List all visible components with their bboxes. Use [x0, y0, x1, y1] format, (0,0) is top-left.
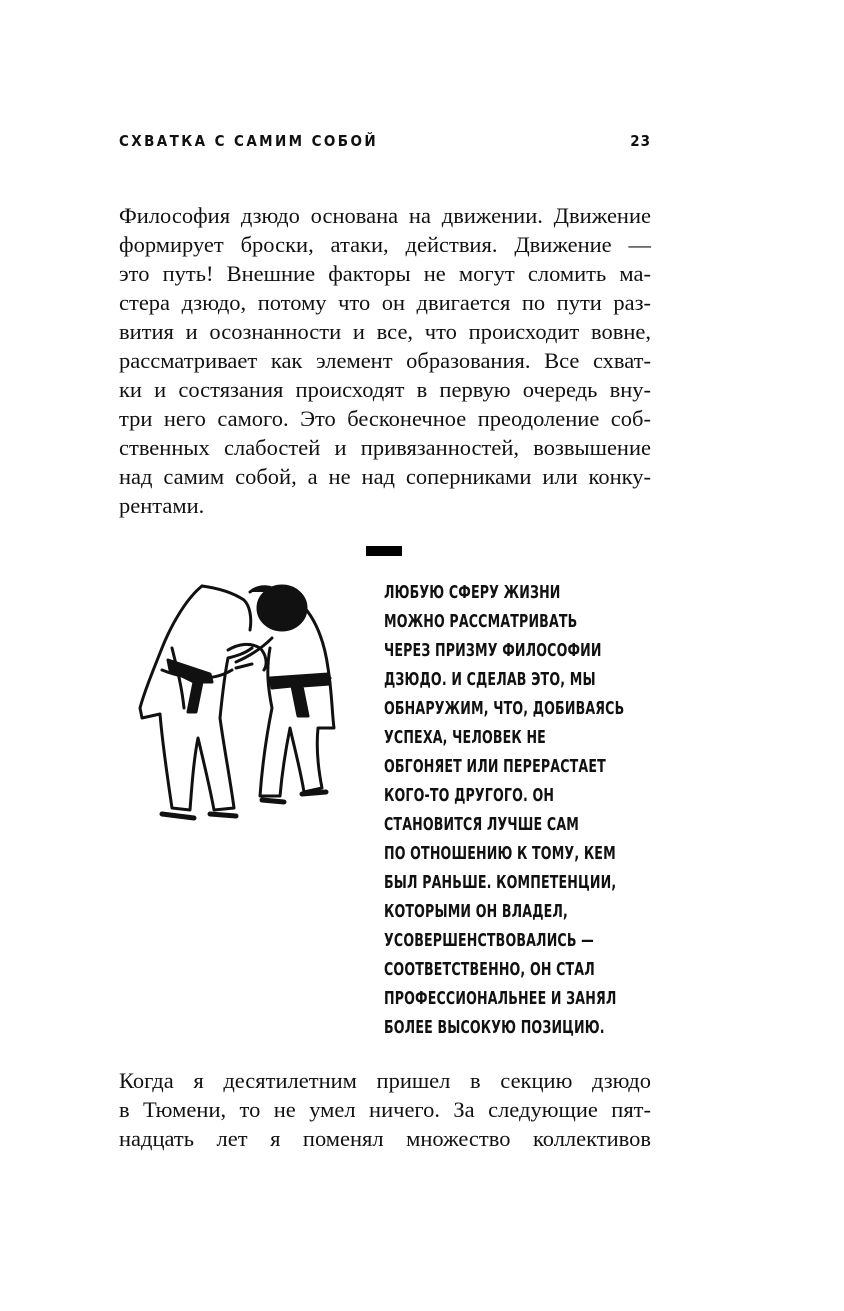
text-line: Когда я десятилетним пришел в секцию дзюдо: [119, 1068, 651, 1093]
body-paragraph-1: [119, 201, 651, 520]
text-line: вития и осознанности и все, что происходит вовне,: [119, 319, 651, 344]
quote-line: КОГО-ТО ДРУГОГО. ОН: [384, 785, 555, 806]
quote-line: ПО ОТНОШЕНИЮ К ТОМУ, КЕМ: [384, 843, 616, 864]
quote-marker-bar: [366, 546, 402, 556]
quote-line: БЫЛ РАНЬШЕ. КОМПЕТЕНЦИИ,: [384, 872, 617, 893]
quote-line: КОТОРЫМИ ОН ВЛАДЕЛ,: [384, 901, 569, 922]
text-line: рассматривает как элемент образования. Все схват-: [119, 348, 651, 373]
pull-quote: [384, 578, 625, 1042]
quote-line: ДЗЮДО. И СДЕЛАВ ЭТО, МЫ: [384, 669, 596, 690]
quote-line: ЛЮБУЮ СФЕРУ ЖИЗНИ: [384, 582, 561, 603]
quote-line: МОЖНО РАССМАТРИВАТЬ: [384, 611, 578, 632]
text-line: рентами.: [119, 493, 205, 518]
text-line: надцать лет я поменял множество коллективов: [119, 1126, 651, 1151]
body-paragraph-2: [119, 1066, 651, 1153]
text-line: формирует броски, атаки, действия. Движение —: [119, 232, 651, 257]
quote-line: СООТВЕТСТВЕННО, ОН СТАЛ: [384, 959, 595, 980]
quote-line: ОБНАРУЖИМ, ЧТО, ДОБИВАЯСЬ: [384, 698, 625, 719]
text-line: ственных слабостей и привязанностей, возвышение: [119, 435, 651, 460]
text-line: Философия дзюдо основана на движении. Движение: [119, 203, 651, 228]
quote-line: ПРОФЕССИОНАЛЬНЕЕ И ЗАНЯЛ: [384, 988, 617, 1009]
judo-illustration: [132, 578, 360, 834]
quote-line: СТАНОВИТСЯ ЛУЧШЕ САМ: [384, 814, 579, 835]
quote-line: ЧЕРЕЗ ПРИЗМУ ФИЛОСОФИИ: [384, 640, 602, 661]
quote-line: БОЛЕЕ ВЫСОКУЮ ПОЗИЦИЮ.: [384, 1017, 605, 1038]
text-line: в Тюмени, то не умел ничего. За следующие пят-: [119, 1097, 651, 1122]
text-line: три него самого. Это бесконечное преодоление соб-: [119, 406, 651, 431]
running-head: СХВАТКА С САМИМ СОБОЙ: [119, 132, 379, 150]
quote-line: УСОВЕРШЕНСТВОВАЛИСЬ —: [384, 930, 594, 951]
text-line: это путь! Внешние факторы не могут сломить ма-: [119, 261, 651, 286]
text-line: стера дзюдо, потому что он двигается по пути раз-: [119, 290, 651, 315]
quote-line: УСПЕХА, ЧЕЛОВЕК НЕ: [384, 727, 546, 748]
text-line: ки и состязания происходят в первую очередь вну-: [119, 377, 651, 402]
page-number: 23: [630, 132, 651, 150]
quote-line: ОБГОНЯЕТ ИЛИ ПЕРЕРАСТАЕТ: [384, 756, 606, 777]
text-line: над самим собой, а не над соперниками или конку-: [119, 464, 651, 489]
